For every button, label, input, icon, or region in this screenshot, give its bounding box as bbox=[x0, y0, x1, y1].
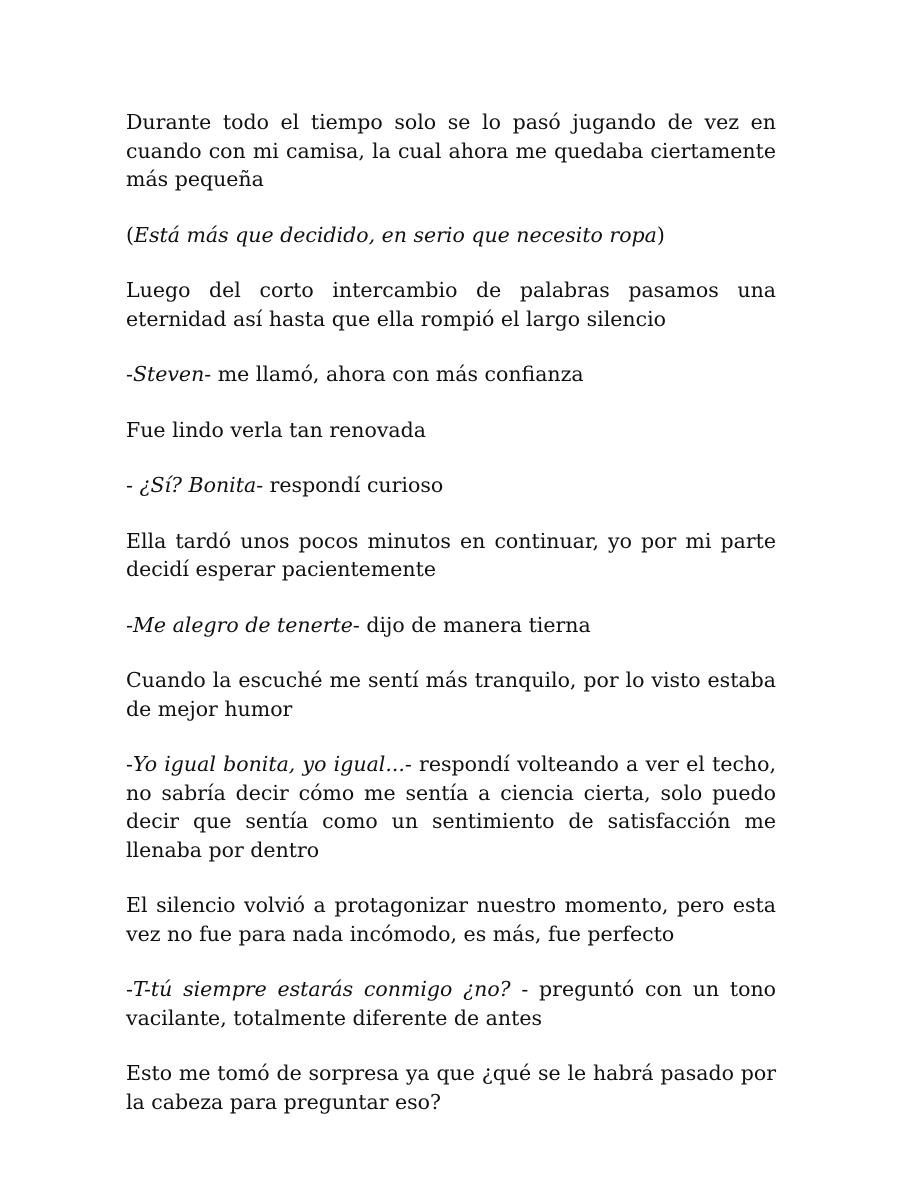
paragraph-text: El silencio volvió a protagonizar nuestro momento, pero esta vez no fue para nada incómodo, es más, fue perfecto bbox=[126, 893, 776, 946]
paragraph-text: Ella tardó unos pocos minutos en continuar, yo por mi parte decidí esperar pacientemente bbox=[126, 528, 776, 581]
paragraph-text: - bbox=[126, 977, 133, 1001]
paragraph-9 bbox=[126, 666, 776, 723]
paragraph-6 bbox=[126, 471, 776, 500]
italic-text: ¿Sí? Bonita bbox=[139, 473, 257, 497]
paragraph-8 bbox=[126, 611, 776, 640]
italic-text: Está más que decidido, en serio que necesito ropa bbox=[134, 222, 657, 247]
paragraph-text: - preguntó con un tono vacilante, totalmente diferente de antes bbox=[126, 977, 776, 1030]
paragraph-text: - me llamó, ahora con más confianza bbox=[204, 362, 584, 386]
paragraph-text: Luego del corto intercambio de palabras pasamos una eternidad así hasta que ella rompió el largo silencio bbox=[126, 278, 776, 331]
paragraph-text: - bbox=[126, 473, 140, 497]
italic-text: Me alegro de tenerte bbox=[132, 612, 353, 637]
paragraph-3 bbox=[126, 276, 776, 333]
paragraph-text: Durante todo el tiempo solo se lo pasó jugando de vez en cuando con mi camisa, la cual ahora me quedaba ciertamente más pequeña bbox=[126, 110, 776, 191]
paragraph-text: - respondí volteando a ver el techo, no sabría decir cómo me sentía a ciencia cierta, solo puedo decir que sentía como un sentimiento de satisfacción me llenaba por dentro bbox=[126, 752, 776, 862]
paragraph-text: - bbox=[126, 752, 133, 776]
paragraph-2 bbox=[126, 221, 776, 250]
paragraph-text: - bbox=[126, 612, 133, 637]
document-page bbox=[126, 108, 776, 1143]
paragraph-text: - dijo de manera tierna bbox=[352, 612, 591, 637]
paragraph-text: Cuando la escuché me sentí más tranquilo, por lo visto estaba de mejor humor bbox=[126, 668, 776, 721]
italic-text: Steven bbox=[132, 362, 205, 386]
paragraph-text: Esto me tomó de sorpresa ya que ¿qué se le habrá pasado por la cabeza para preguntar eso? bbox=[126, 1061, 776, 1114]
italic-text: T-tú siempre estarás conmigo ¿no? bbox=[132, 977, 511, 1001]
paragraph-text: ) bbox=[656, 222, 665, 247]
paragraph-text: - respondí curioso bbox=[256, 473, 444, 497]
paragraph-text: - bbox=[126, 362, 133, 386]
paragraph-text: Fue lindo verla tan renovada bbox=[126, 417, 426, 442]
paragraph-7 bbox=[126, 527, 776, 584]
paragraph-11 bbox=[126, 891, 776, 948]
paragraph-4 bbox=[126, 360, 776, 389]
paragraph-1 bbox=[126, 108, 776, 194]
paragraph-12 bbox=[126, 975, 776, 1032]
italic-text: Yo igual bonita, yo igual... bbox=[132, 752, 405, 776]
paragraph-text: ( bbox=[126, 222, 134, 247]
paragraph-5 bbox=[126, 416, 776, 445]
paragraph-10 bbox=[126, 750, 776, 864]
paragraph-13 bbox=[126, 1059, 776, 1116]
